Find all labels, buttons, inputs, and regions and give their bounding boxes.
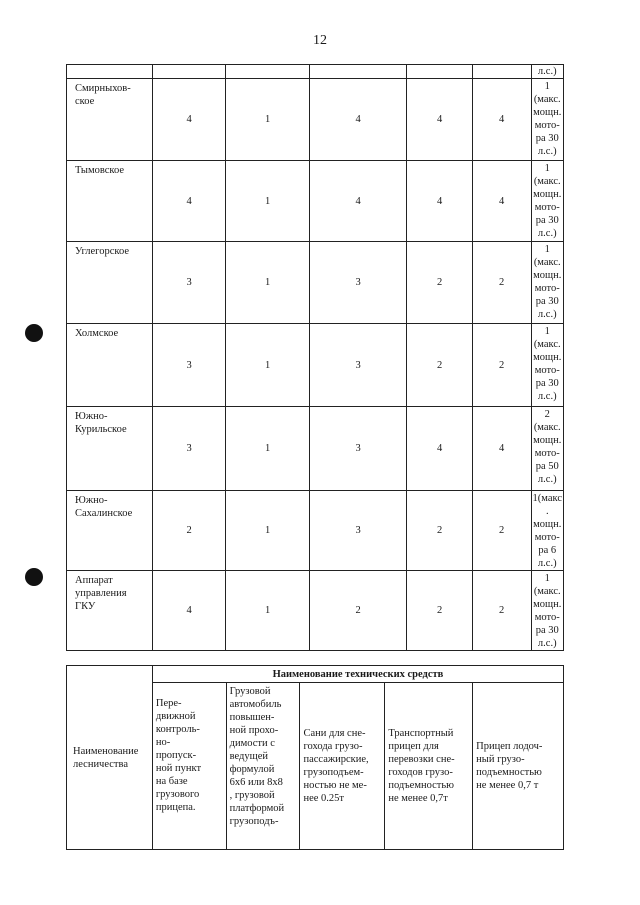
table-row bbox=[67, 242, 564, 324]
value-cell: 2 bbox=[407, 324, 473, 407]
punch-hole-bottom bbox=[25, 568, 43, 586]
forestry-name-cell: Холмское bbox=[67, 324, 153, 407]
value-cell: 4 bbox=[152, 571, 226, 651]
boat-motor-cell: 1(макс . мощн. мото- ра 6 л.с.) bbox=[531, 491, 564, 571]
forestry-name-cell: Южно- Курильское bbox=[67, 407, 153, 491]
value-cell: 4 bbox=[407, 161, 473, 242]
value-cell: 3 bbox=[152, 407, 226, 491]
value-cell: 2 bbox=[407, 491, 473, 571]
forestry-name-cell: Углегорское bbox=[67, 242, 153, 324]
equipment-column-header: Пере- движной контроль- но- пропуск- ной пункт на базе грузового прицепа. bbox=[152, 683, 226, 850]
boat-motor-cell: 1 (макс. мощн. мото- ра 30 л.с.) bbox=[531, 571, 564, 651]
table-row bbox=[67, 324, 564, 407]
value-cell: 4 bbox=[309, 161, 406, 242]
table-row bbox=[67, 491, 564, 571]
value-cell: 2 bbox=[472, 491, 531, 571]
value-cell: 4 bbox=[407, 407, 473, 491]
boat-motor-cell: 1 (макс. мощн. мото- ра 30 л.с.) bbox=[531, 161, 564, 242]
forestry-name-cell: Аппарат управления ГКУ bbox=[67, 571, 153, 651]
technical-means-header-table bbox=[66, 665, 564, 850]
forestry-name-cell: Южно- Сахалинское bbox=[67, 491, 153, 571]
table-row bbox=[67, 161, 564, 242]
boat-motor-cell: 1 (макс. мощн. мото- ра 30 л.с.) bbox=[531, 242, 564, 324]
boat-motor-cell: 1 (макс. мощн. мото- ра 30 л.с.) bbox=[531, 79, 564, 161]
value-cell: 3 bbox=[309, 407, 406, 491]
value-cell: 2 bbox=[309, 571, 406, 651]
value-cell: 4 bbox=[472, 79, 531, 161]
value-cell: 4 bbox=[152, 79, 226, 161]
equipment-column-header: Грузовой автомобиль повышен- ной прохо- димости с ведущей формулой 6х6 или 8х8 , грузовой платформой грузоподъ- bbox=[226, 683, 300, 850]
boat-motor-cell: 2 (макс. мощн. мото- ра 50 л.с.) bbox=[531, 407, 564, 491]
value-cell: 4 bbox=[407, 79, 473, 161]
value-cell: 2 bbox=[472, 324, 531, 407]
table-row bbox=[67, 571, 564, 651]
value-cell: 4 bbox=[152, 161, 226, 242]
page-number: 12 bbox=[313, 33, 327, 48]
technical-means-group-header: Наименование технических средств bbox=[152, 666, 563, 683]
table-row bbox=[67, 79, 564, 161]
forestry-name-header-text: Наименование лесничества bbox=[73, 745, 139, 770]
value-cell: 1 bbox=[226, 324, 309, 407]
value-cell: 1 bbox=[226, 407, 309, 491]
punch-hole-top bbox=[25, 324, 43, 342]
forestry-name-cell: Тымовское bbox=[67, 161, 153, 242]
value-cell: 1 bbox=[226, 571, 309, 651]
equipment-column-header: Сани для сне- гохода грузо- пассажирские, грузоподъем- ностью не ме- нее 0.25т bbox=[300, 683, 385, 850]
value-cell: 4 bbox=[472, 407, 531, 491]
value-cell: 3 bbox=[309, 242, 406, 324]
value-cell: 2 bbox=[472, 571, 531, 651]
value-cell: 1 bbox=[226, 491, 309, 571]
forestry-name-cell: Смирныхов- ское bbox=[67, 79, 153, 161]
value-cell: 1 bbox=[226, 79, 309, 161]
value-cell: 2 bbox=[152, 491, 226, 571]
table-row-continuation bbox=[67, 65, 564, 79]
equipment-column-header: Прицеп лодоч- ный грузо- подъемностью не менее 0,7 т bbox=[473, 683, 564, 850]
value-cell: 2 bbox=[407, 571, 473, 651]
value-cell: 2 bbox=[407, 242, 473, 324]
value-cell: 4 bbox=[472, 161, 531, 242]
equipment-column-header: Транспортный прицеп для перевозки сне- гоходов грузо- подъемностью не менее 0,7т bbox=[385, 683, 473, 850]
value-cell: 1 bbox=[226, 161, 309, 242]
table-row bbox=[67, 407, 564, 491]
value-cell: 3 bbox=[309, 324, 406, 407]
value-cell: 1 bbox=[226, 242, 309, 324]
value-cell: 4 bbox=[309, 79, 406, 161]
forestry-name-header bbox=[67, 666, 153, 850]
value-cell: 3 bbox=[152, 242, 226, 324]
cell-last-tail: л.с.) bbox=[531, 65, 564, 79]
value-cell: 2 bbox=[472, 242, 531, 324]
value-cell: 3 bbox=[309, 491, 406, 571]
forestry-equipment-table bbox=[66, 64, 564, 651]
boat-motor-cell: 1 (макс. мощн. мото- ра 30 л.с.) bbox=[531, 324, 564, 407]
value-cell: 3 bbox=[152, 324, 226, 407]
